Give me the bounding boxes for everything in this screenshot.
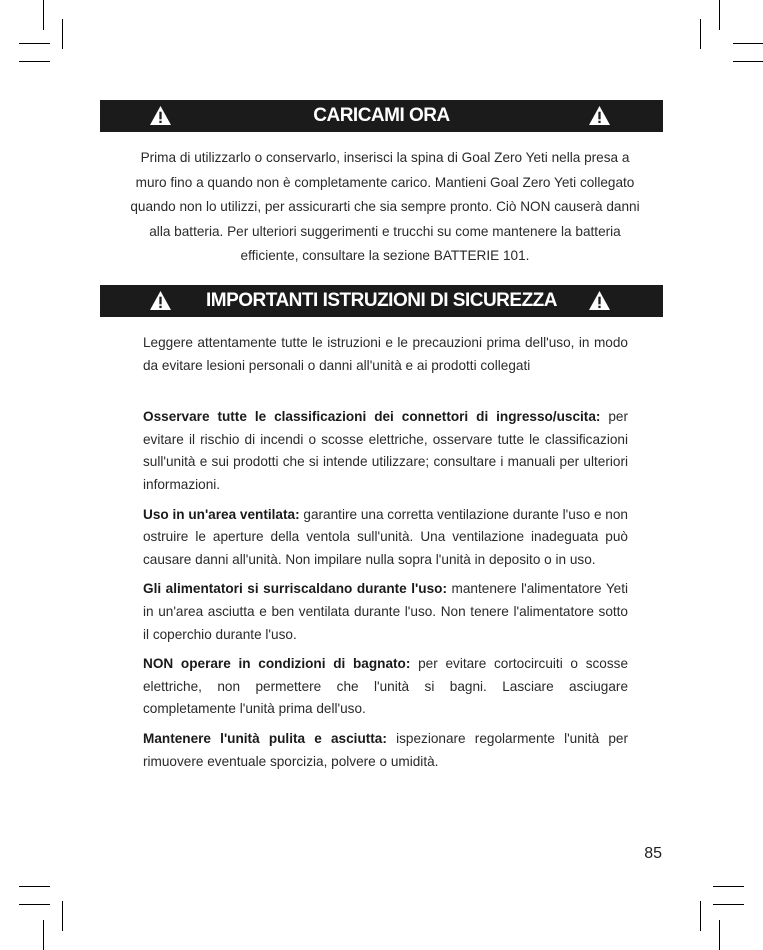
safety-item-text: per evitare il rischio di incendi o scosse elettriche, osservare tutte le classificazioni sull'unità e sui prodotti che si intende utilizzare; consultare i manuali per ulteriori informazioni.	[143, 409, 628, 492]
page-number: 85	[644, 845, 662, 862]
safety-item-heading: Osservare tutte le classificazioni dei connettori di ingresso/uscita:	[143, 409, 601, 425]
crop-mark	[19, 43, 50, 44]
crop-mark	[62, 19, 63, 49]
safety-item-text: per evitare cortocircuiti o scosse elettriche, non permettere che l'unità si bagni. Lasciare asciugare completamente l'unità prima dell'uso.	[143, 656, 629, 717]
safety-item-text: mantenere l'alimentatore Yeti in un'area asciutta e ben ventilata durante l'uso. Non tenere l'alimentatore sotto il coperchio durante l'uso.	[143, 581, 628, 642]
crop-mark	[19, 904, 50, 905]
crop-mark	[19, 61, 50, 62]
charge-now-banner	[100, 100, 663, 132]
crop-mark	[700, 901, 701, 931]
safety-instructions	[143, 332, 628, 780]
safety-item-ventilation	[143, 504, 628, 572]
crop-mark	[19, 886, 50, 887]
safety-item-connector-ratings	[143, 406, 628, 496]
charge-intro-paragraph: Prima di utilizzarlo o conservarlo, inserisci la spina di Goal Zero Yeti nella presa a muro fino a quando non è completamente carico. Mantieni Goal Zero Yeti collegato quando non lo utilizzi, per assicurarti che sia sempre pronto. Ciò NON causerà danni alla batteria. Per ulteriori suggerimenti e trucchi su come mantenere la batteria efficiente, consultare la sezione BATTERIE 101.	[130, 150, 640, 263]
safety-item-wet-conditions	[143, 653, 628, 721]
crop-mark	[733, 43, 763, 44]
safety-item-heading: Mantenere l'unità pulita e asciutta:	[143, 730, 387, 746]
safety-title: IMPORTANTI ISTRUZIONI DI SICUREZZA	[205, 290, 558, 311]
crop-mark	[719, 0, 720, 30]
crop-mark	[43, 0, 44, 30]
warning-triangle-icon	[588, 105, 611, 126]
crop-mark	[700, 19, 701, 49]
warning-triangle-icon	[588, 290, 611, 311]
safety-item-heading: Uso in un'area ventilata:	[143, 506, 300, 522]
safety-item-heading: NON operare in condizioni di bagnato:	[143, 656, 411, 672]
crop-mark	[43, 920, 44, 950]
safety-item-text: garantire una corretta ventilazione durante l'uso e non ostruire le aperture della ventola sull'unità. Una ventilazione inadeguata può causare danni all'unità. Non impilare nulla sopra l'unità in deposito o in uso.	[143, 506, 628, 567]
safety-item-overheating	[143, 578, 628, 646]
crop-mark	[713, 904, 744, 905]
crop-mark	[733, 61, 763, 62]
crop-mark	[719, 920, 720, 950]
crop-mark	[713, 886, 744, 887]
crop-mark	[62, 901, 63, 931]
safety-item-clean-dry	[143, 728, 628, 773]
charge-now-title: CARICAMI ORA	[313, 105, 450, 126]
safety-item-heading: Gli alimentatori si surriscaldano durante l'uso:	[143, 581, 447, 597]
safety-banner	[100, 285, 663, 317]
safety-item-text: ispezionare regolarmente l'unità per rimuovere eventuale sporcizia, polvere o umidità.	[143, 730, 628, 769]
safety-lead-paragraph: Leggere attentamente tutte le istruzioni e le precauzioni prima dell'uso, in modo da evitare lesioni personali o danni all'unità e ai prodotti collegati	[143, 335, 628, 373]
